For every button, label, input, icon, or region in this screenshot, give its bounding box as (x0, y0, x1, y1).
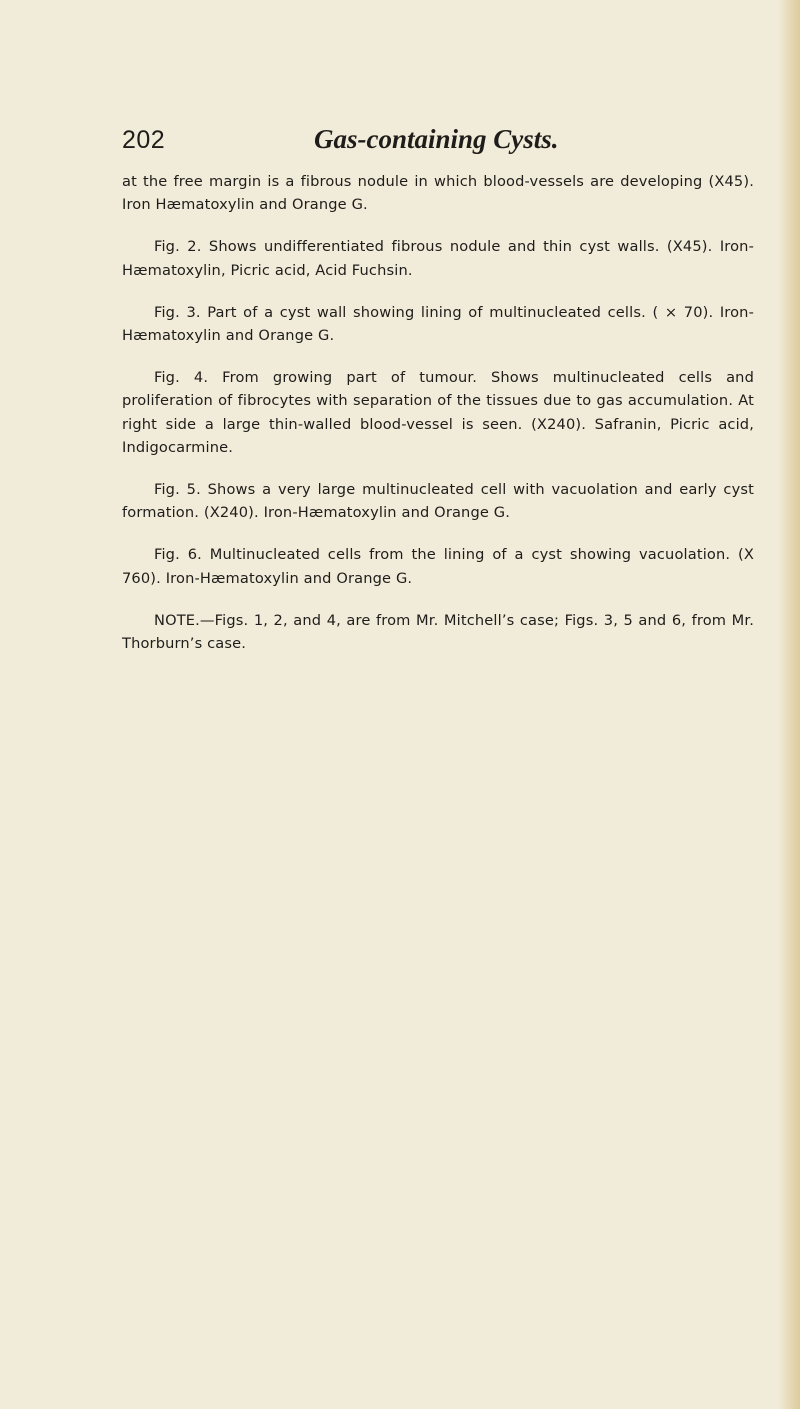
note-paragraph: NOTE.—Figs. 1, 2, and 4, are from Mr. Mitchell’s case; Figs. 3, 5 and 6, from Mr. Thorburn’s case. (122, 611, 754, 653)
page-edge-shadow (778, 0, 800, 1409)
figure-caption-3: Fig. 3. Part of a cyst wall showing lining of multinucleated cells. ( × 70). Iron-Hæmatoxylin and Orange G. (122, 303, 754, 345)
running-head (122, 122, 682, 164)
figure-caption-2: Fig. 2. Shows undifferentiated fibrous nodule and thin cyst walls. (X45). Iron-Hæmatoxylin, Picric acid, Acid Fuchsin. (122, 238, 754, 279)
page-body (122, 170, 754, 674)
continuation-paragraph: at the free margin is a fibrous nodule in which blood-vessels are developing (X45). Iron Hæmatoxylin and Orange G. (122, 173, 754, 214)
page-title: Gas-containing Cysts. (314, 124, 559, 154)
figure-caption-4: Fig. 4. From growing part of tumour. Shows multinucleated cells and proliferation of fibrocytes with separation of the tissues due to gas accumulation. At right side a large thin-walled blood-vessel is seen. (X240). Safranin, Picric acid, Indigocarmine. (122, 369, 754, 456)
figure-caption-6: Fig. 6. Multinucleated cells from the lining of a cyst showing vacuolation. (X 760). Iron-Hæmatoxylin and Orange G. (122, 546, 754, 587)
figure-caption-5: Fig. 5. Shows a very large multinucleated cell with vacuolation and early cyst formation. (X240). Iron-Hæmatoxylin and Orange G. (122, 481, 754, 522)
page-number: 202 (122, 126, 166, 154)
